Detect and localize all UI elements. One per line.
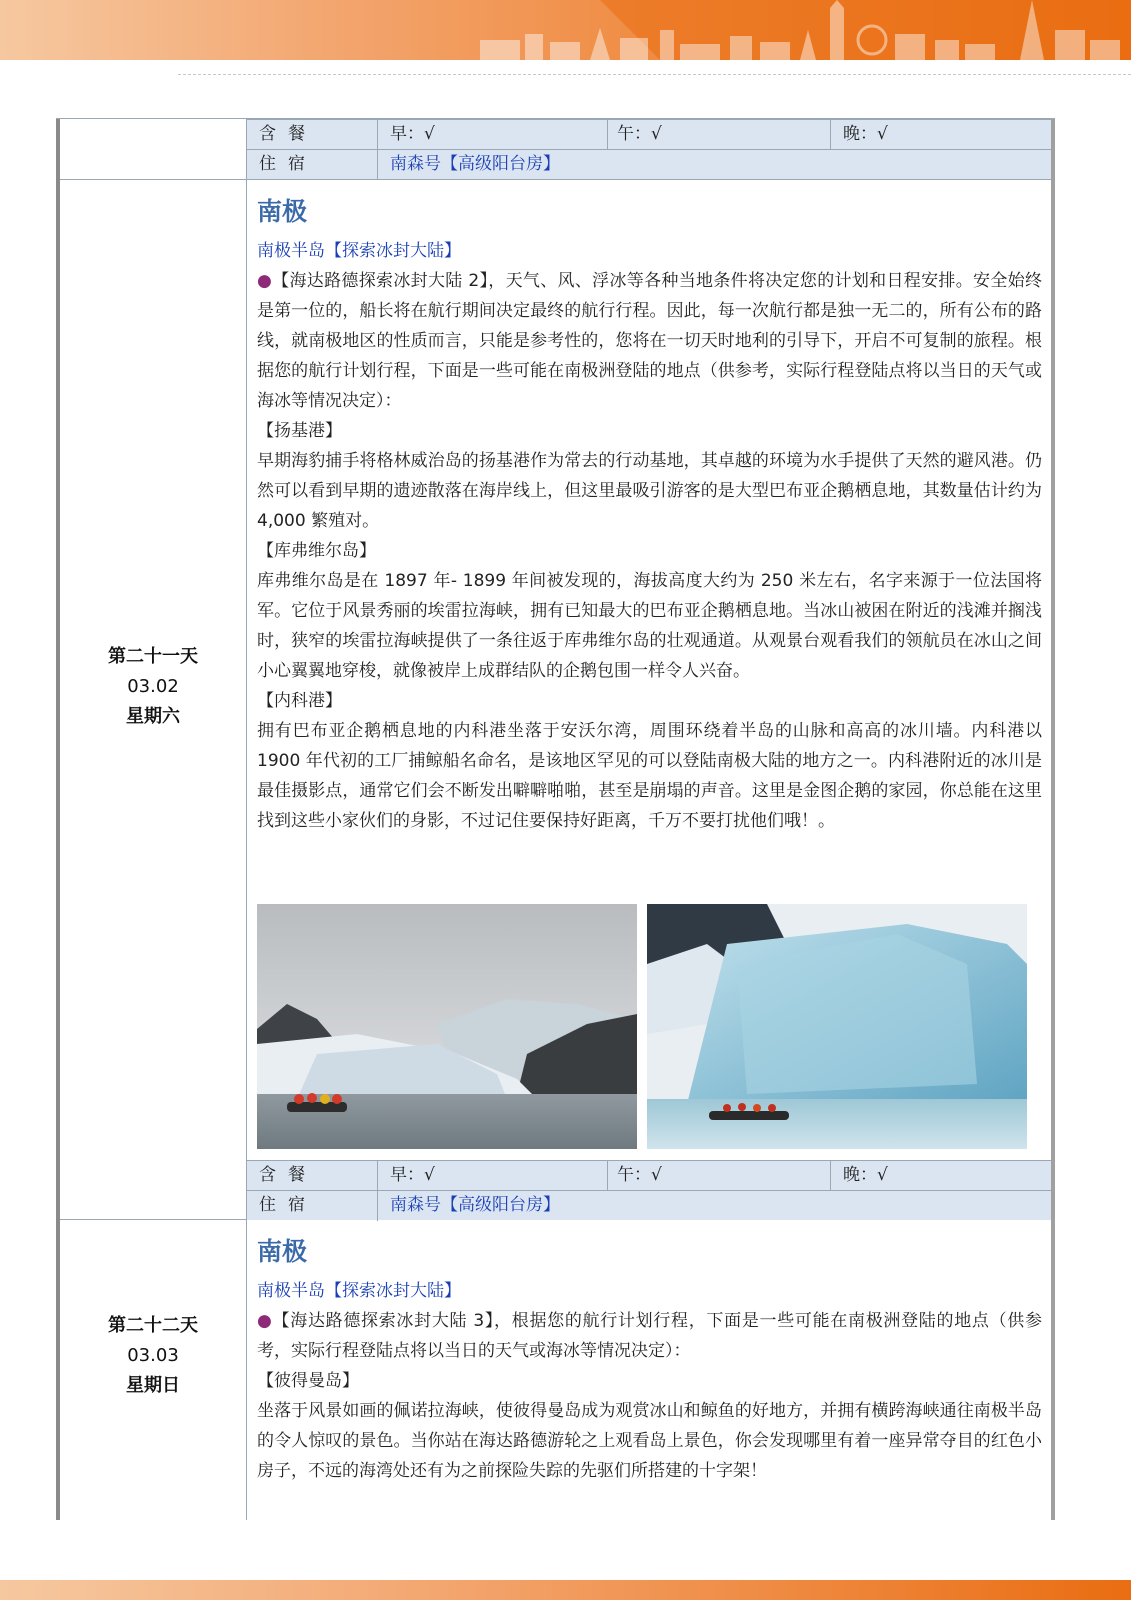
day21-weekday: 星期六 — [126, 706, 180, 727]
hotel-value: 南森号【高级阳台房】 — [390, 154, 560, 174]
cell-divider — [377, 150, 378, 180]
cell-divider — [607, 1161, 608, 1191]
cell-divider — [607, 120, 608, 150]
table-left-border — [56, 118, 60, 1520]
cell-divider — [377, 1191, 378, 1221]
section-heading: 【库弗维尔岛】 — [257, 541, 376, 561]
breakfast-value: 早：√ — [390, 124, 435, 144]
day22-day: 第二十二天 — [108, 1315, 198, 1336]
section-text: 拥有巴布亚企鹅栖息地的内科港坐落于安沃尔湾，周围环绕着半岛的山脉和高高的冰川墙。内科港以 1900 年代初的工厂捕鲸船名命名，是该地区罕见的可以登陆南极大陆的地方之一。内科港附近的冰川是最佳摄影点，通常它们会不断发出噼噼啪啪，甚至是崩塌的声音。这里是金图企鹅的家园，你总能在这里找到这些小家伙们的身影，不过记住要保持好距离，千万不要打扰他们哦！。 — [257, 721, 1042, 831]
lunch-value: 午：√ — [617, 1165, 662, 1185]
cell-divider — [830, 1161, 831, 1191]
meals-row — [247, 1160, 1051, 1190]
day21-label-block — [60, 642, 246, 732]
day21-date: 03.02 — [127, 676, 179, 697]
lunch-value: 午：√ — [617, 124, 662, 144]
day21-intro-text: 【海达路德探索冰封大陆 2】，天气、风、浮冰等各种当地条件将决定您的计划和日程安排。安全始终是第一位的，船长将在航行期间决定最终的航行行程。因此，每一次航行都是独一无二的，所有公布的路线，就南极地区的性质而言，只能是参考性的，您将在一切天时地利的引导下，开启不可复制的旅程。根据您的航行计划行程，下面是一些可能在南极洲登陆的地点（供参考，实际行程登陆点将以当日的天气或海冰等情况决定）： — [257, 271, 1042, 411]
section-text: 早期海豹捕手将格林威治岛的扬基港作为常去的行动基地，其卓越的环境为水手提供了天然的避风港。仍然可以看到早期的遗迹散落在海岸线上，但这里最吸引游客的是大型巴布亚企鹅栖息地，其数量估计约为 4,000 繁殖对。 — [257, 451, 1042, 531]
day22-date: 03.03 — [127, 1345, 179, 1366]
hotel-value: 南森号【高级阳台房】 — [390, 1195, 560, 1215]
day21-intro — [257, 266, 1042, 416]
hotel-row — [247, 149, 1051, 179]
dinner-value: 晚：√ — [843, 124, 888, 144]
day21-city-title: 南极 — [257, 197, 308, 226]
meals-label: 含餐 — [259, 1165, 317, 1185]
hotel-row — [247, 1190, 1051, 1220]
day22-city-title: 南极 — [257, 1237, 308, 1266]
table-column-divider — [246, 118, 247, 1520]
meals-row — [247, 119, 1051, 149]
section-heading: 【扬基港】 — [257, 421, 342, 441]
day22-label-block — [60, 1311, 246, 1401]
cell-divider — [377, 120, 378, 150]
day22-intro — [257, 1306, 1042, 1366]
day-separator — [60, 179, 1051, 180]
cell-divider — [830, 120, 831, 150]
day22-content — [257, 1232, 1042, 1486]
day21-day: 第二十一天 — [108, 646, 198, 667]
day21-content — [257, 192, 1042, 836]
section-text: 库弗维尔岛是在 1897 年- 1899 年间被发现的，海拔高度大约为 250 米左右，名字来源于一位法国将军。它位于风景秀丽的埃雷拉海峡，拥有已知最大的巴布亚企鹅栖息地。当冰山被困在附近的浅滩并搁浅时，狭窄的埃雷拉海峡提供了一条往返于库弗维尔岛的壮观通道。从观景台观看我们的领航员在冰山之间小心翼翼地穿梭，就像被岸上成群结队的企鹅包围一样令人兴奋。 — [257, 571, 1042, 681]
day22-subtitle: 南极半岛【探索冰封大陆】 — [257, 1281, 461, 1301]
bullet-icon: ● — [257, 271, 273, 291]
day21-subtitle: 南极半岛【探索冰封大陆】 — [257, 241, 461, 261]
dinner-value: 晚：√ — [843, 1165, 888, 1185]
breakfast-value: 早：√ — [390, 1165, 435, 1185]
day22-weekday: 星期日 — [126, 1375, 180, 1396]
day22-intro-text: 【海达路德探索冰封大陆 3】，根据您的航行计划行程，下面是一些可能在南极洲登陆的地点（供参考，实际行程登陆点将以当日的天气或海冰等情况决定）： — [257, 1311, 1043, 1361]
section-text: 坐落于风景如画的佩诺拉海峡，使彼得曼岛成为观赏冰山和鲸鱼的好地方，并拥有横跨海峡通往南极半岛的令人惊叹的景色。当你站在海达路德游轮之上观看岛上景色，你会发现哪里有着一座异常夺目的红色小房子，不远的海湾处还有为之前探险失踪的先驱们所搭建的十字架！ — [257, 1401, 1042, 1481]
section-heading: 【内科港】 — [257, 691, 342, 711]
glacier-zodiac-photo — [257, 904, 637, 1149]
skyline-decoration — [0, 0, 1131, 60]
bullet-icon: ● — [257, 1311, 273, 1331]
header-divider — [178, 74, 1131, 75]
meals-label: 含餐 — [259, 124, 317, 144]
hotel-label: 住宿 — [259, 154, 317, 174]
cell-divider — [377, 1161, 378, 1191]
hotel-label: 住宿 — [259, 1195, 317, 1215]
footer-banner — [0, 1580, 1131, 1600]
table-right-border — [1051, 118, 1055, 1520]
section-heading: 【彼得曼岛】 — [257, 1371, 359, 1391]
iceberg-zodiac-photo — [647, 904, 1027, 1149]
header-banner — [0, 0, 1131, 60]
